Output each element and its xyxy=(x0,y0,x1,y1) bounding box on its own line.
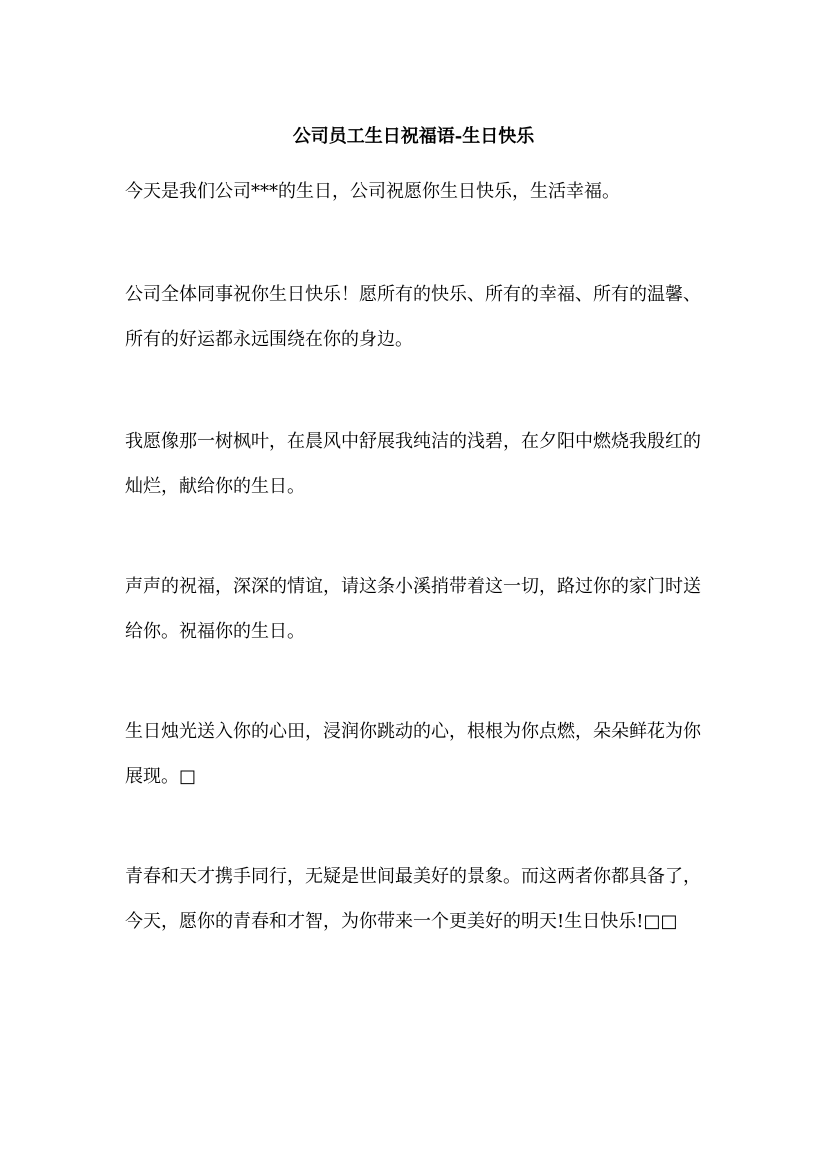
document-title: 公司员工生日祝福语-生日快乐 xyxy=(292,126,535,147)
paragraph-2: 公司全体同事祝你生日快乐！愿所有的快乐、所有的幸福、所有的温馨、所有的好运都永远围绕在你的身边。 xyxy=(125,284,701,350)
paragraph-3: 我愿像那一树枫叶，在晨风中舒展我纯洁的浅碧，在夕阳中燃烧我殷红的灿烂，献给你的生日。 xyxy=(125,431,701,497)
paragraph-5: 生日烛光送入你的心田，浸润你跳动的心，根根为你点燃，朵朵鲜花为你展现。□ xyxy=(125,721,701,787)
paragraph-1: 今天是我们公司***的生日，公司祝愿你生日快乐，生活幸福。 xyxy=(125,181,620,202)
paragraph-6: 青春和天才携手同行，无疑是世间最美好的景象。而这两者你都具备了，今天，愿你的青春和才智，为你带来一个更美好的明天!生日快乐!□□ xyxy=(125,866,701,932)
paragraph-4: 声声的祝福，深深的情谊，请这条小溪捎带着这一切，路过你的家门时送给你。祝福你的生日。 xyxy=(125,576,701,642)
